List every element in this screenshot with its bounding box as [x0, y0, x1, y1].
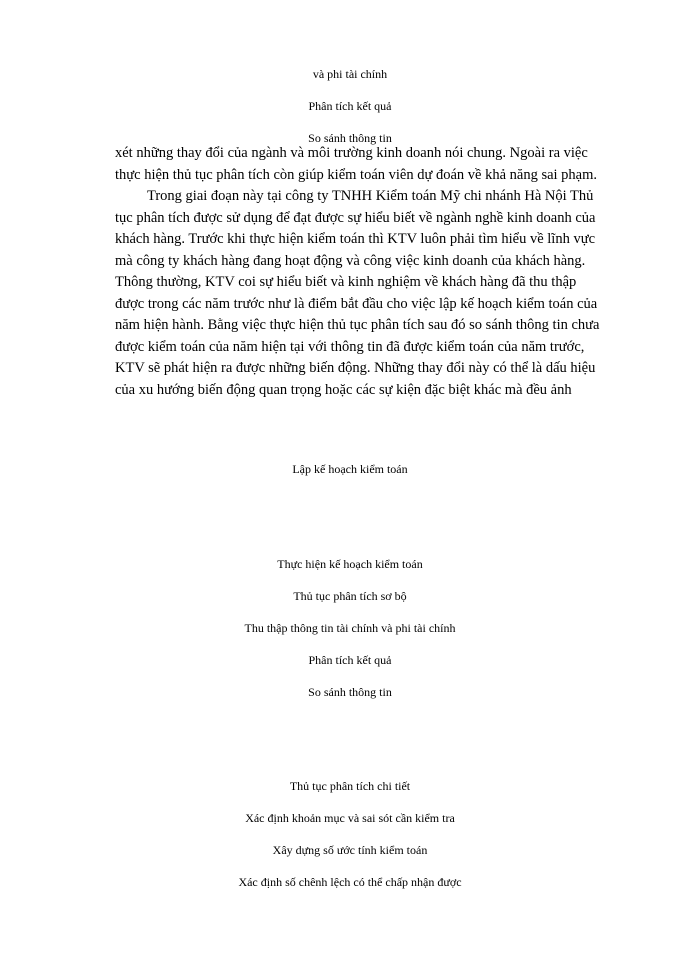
- paragraph-1-line: thực hiện thủ tục phân tích còn giúp kiểm toán viên dự đoán về khả năng sai phạm.: [115, 166, 598, 183]
- paragraph-2-line: của xu hướng biến động quan trọng hoặc các sự kiện đặc biệt khác mà đều ảnh: [115, 381, 572, 398]
- paragraph-2-line: Thông thường, KTV coi sự hiểu biết và kinh nghiệm về khách hàng đã thu thập: [115, 274, 577, 290]
- paragraph-2-line: được trong các năm trước như là điểm bắt đầu cho việc lập kế hoạch kiểm toán của: [115, 295, 598, 312]
- paragraph-2-line: tục phân tích được sử dụng để đạt được sự hiểu biết về ngành nghề kinh doanh của: [115, 209, 596, 226]
- paragraph-1: [115, 143, 660, 186]
- paragraph-2-line: khách hàng. Trước khi thực hiện kiểm toán thì KTV luôn phải tìm hiểu về lĩnh vực: [115, 231, 596, 247]
- paragraph-1-line: xét những thay đổi của ngành và môi trường kinh doanh nói chung. Ngoài ra việc: [115, 145, 588, 161]
- paragraph-2-line: năm hiện hành. Bằng việc thực hiện thủ tục phân tích sau đó so sánh thông tin chưa: [115, 317, 600, 333]
- paragraph-2-line: KTV sẽ phát hiện ra được những biến động. Những thay đổi này có thể là dấu hiệu: [115, 360, 596, 376]
- top-fragment-line-2: Phân tích kết quả: [308, 99, 392, 113]
- diagram-preliminary-step: So sánh thông tin: [308, 685, 392, 699]
- diagram-execution-label: Thực hiện kế hoạch kiểm toán: [277, 557, 423, 571]
- top-fragment-line-3: So sánh thông tin: [308, 131, 392, 145]
- diagram-detailed-step: Xác định số chênh lệch có thể chấp nhận được: [238, 875, 462, 889]
- diagram-planning-label: Lập kế hoạch kiểm toán: [292, 462, 408, 476]
- top-fragment-line-1: và phi tài chính: [312, 67, 388, 81]
- paragraph-2: [115, 186, 660, 401]
- diagram-preliminary-step: Phân tích kết quả: [308, 653, 392, 667]
- diagram-detailed-title: Thủ tục phân tích chi tiết: [289, 779, 411, 793]
- paragraph-2-line: mà công ty khách hàng đang hoạt động và công việc kinh doanh của khách hàng.: [115, 252, 586, 269]
- diagram-detailed-step: Xây dựng số ước tính kiểm toán: [272, 843, 428, 857]
- diagram-preliminary-title: Thủ tục phân tích sơ bộ: [293, 589, 407, 603]
- paragraph-2-line: được kiểm toán của năm hiện tại với thông tin đã được kiểm toán của năm trước,: [115, 338, 585, 355]
- paragraph-2-line: Trong giai đoạn này tại công ty TNHH Kiểm toán Mỹ chi nhánh Hà Nội Thủ: [147, 188, 594, 204]
- diagram-preliminary-step: Thu thập thông tin tài chính và phi tài chính: [244, 621, 456, 635]
- diagram-detailed-step: Xác định khoản mục và sai sót cần kiểm tra: [245, 811, 455, 825]
